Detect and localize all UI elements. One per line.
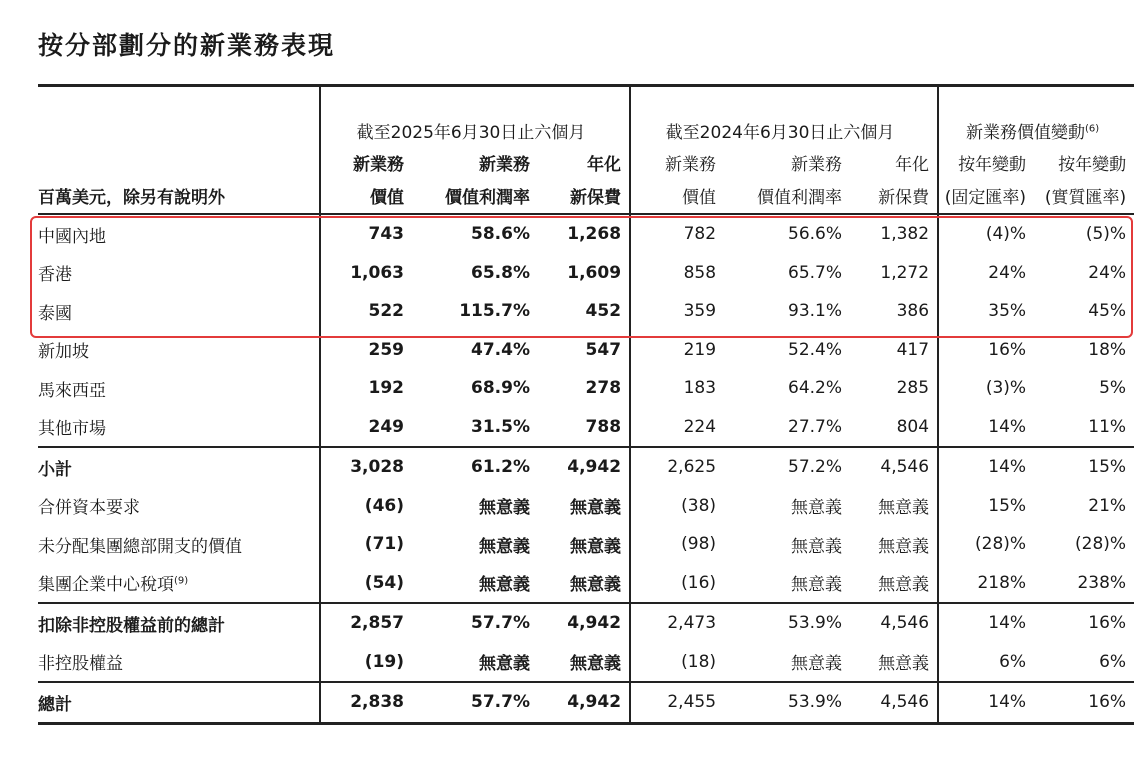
table-cell: 無意義	[791, 498, 843, 519]
row-label: 總計	[38, 682, 320, 723]
table-cell: 14%	[938, 682, 1034, 723]
col-header-4-line2: 價值	[630, 177, 724, 214]
table-cell: 249	[320, 408, 412, 448]
table-cell: 259	[320, 331, 412, 370]
row-label: 未分配集團總部開支的價值	[38, 536, 242, 557]
table-cell: 無意義	[479, 498, 530, 519]
row-label: 小計	[38, 447, 320, 487]
table-cell: (3)%	[938, 369, 1034, 408]
table-cell: 1,268	[567, 224, 622, 245]
table-cell: 65.7%	[788, 262, 843, 283]
table-cell: 115.7%	[459, 301, 530, 322]
table-cell: 5%	[1099, 378, 1127, 399]
row-label: 扣除非控股權益前的總計	[38, 603, 320, 643]
table-row	[38, 564, 1134, 604]
table-cell: 858	[630, 254, 724, 293]
table-cell: 2,455	[630, 682, 724, 723]
table-cell: 56.6%	[788, 224, 843, 245]
table-cell: 14%	[938, 447, 1034, 487]
table-cell: 452	[585, 301, 622, 322]
col-header-4: 新業務	[630, 147, 724, 177]
table-cell: 68.9%	[471, 378, 530, 399]
col-header-7: 按年變動	[938, 147, 1034, 177]
table-cell: 522	[320, 292, 412, 331]
table-cell: 24%	[938, 254, 1034, 293]
table-cell: 57.7%	[412, 603, 538, 643]
table-cell: 6%	[1099, 651, 1127, 672]
table-cell: 386	[896, 301, 930, 322]
group-header-change: 新業務價值變動$^{(6)}$	[938, 86, 1134, 148]
table-row	[38, 643, 1134, 683]
col-header-5-line2: 價值利潤率	[724, 177, 850, 214]
row-label: 合併資本要求	[38, 498, 140, 519]
table-row	[38, 603, 1134, 643]
table-cell: 2,625	[630, 447, 724, 487]
new-business-table	[38, 84, 1134, 725]
table-cell: (19)	[320, 643, 412, 683]
table-cell: 53.9%	[724, 603, 850, 643]
table-cell: 無意義	[570, 575, 622, 596]
col-header-2-line2: 價值利潤率	[412, 177, 538, 214]
table-cell: 782	[630, 214, 724, 254]
table-cell: 27.7%	[788, 416, 843, 437]
table-cell: 1,272	[880, 262, 930, 283]
table-cell: 285	[896, 378, 930, 399]
table-cell: 14%	[938, 603, 1034, 643]
table-cell: (98)	[630, 525, 724, 564]
col-header-1: 新業務	[320, 147, 412, 177]
row-label: 新加坡	[38, 342, 89, 363]
table-cell: 無意義	[878, 536, 930, 557]
col-header-3: 年化	[587, 154, 622, 175]
table-cell: 16%	[938, 331, 1034, 370]
table-cell: 14%	[938, 408, 1034, 448]
table-cell: 1,382	[880, 224, 930, 245]
table-cell: (71)	[320, 525, 412, 564]
row-label: 香港	[38, 265, 72, 286]
table-cell: 4,546	[850, 603, 938, 643]
table-cell: 192	[320, 369, 412, 408]
table-cell: 無意義	[878, 498, 930, 519]
table-cell: 417	[896, 339, 930, 360]
row-label-header: 百萬美元，除另有說明外	[38, 177, 320, 214]
table-row	[38, 682, 1134, 723]
table-cell: 無意義	[570, 654, 622, 675]
table-row	[38, 369, 1134, 408]
table-cell: 218%	[938, 564, 1034, 604]
table-row	[38, 487, 1134, 526]
page-title: 按分部劃分的新業務表現	[38, 31, 336, 60]
table-cell: (16)	[630, 564, 724, 604]
table-row	[38, 254, 1134, 293]
col-header-2: 新業務	[479, 154, 530, 175]
table-cell: 64.2%	[788, 378, 843, 399]
table-cell: 無意義	[878, 654, 930, 675]
table-cell: 4,546	[850, 682, 938, 723]
table-cell: 57.7%	[412, 682, 538, 723]
table-cell: 1,063	[320, 254, 412, 293]
table-cell: 無意義	[570, 498, 622, 519]
table-cell: (46)	[320, 487, 412, 526]
table-row	[38, 525, 1134, 564]
table-cell: 16%	[1034, 682, 1134, 723]
table-cell: (18)	[630, 643, 724, 683]
table-cell: 無意義	[791, 575, 843, 596]
table-cell: 15%	[1034, 447, 1134, 487]
table-cell: 58.6%	[471, 224, 530, 245]
col-header-1-line2: 價值	[320, 177, 412, 214]
table-cell: 278	[585, 378, 622, 399]
col-header-6-line2: 新保費	[850, 177, 938, 214]
row-label: 非控股權益	[38, 654, 123, 675]
table-cell: 45%	[1088, 301, 1127, 322]
table-cell: 359	[630, 292, 724, 331]
row-label: 中國內地	[38, 226, 106, 247]
row-label: 馬來西亞	[38, 380, 106, 401]
table-cell: 無意義	[791, 536, 843, 557]
table-cell: (38)	[630, 487, 724, 526]
table-cell: 35%	[938, 292, 1034, 331]
table-cell: 4,942	[538, 603, 630, 643]
col-header-3-line2: 新保費	[538, 177, 630, 214]
table-cell: 4,942	[538, 682, 630, 723]
table-cell: 11%	[1088, 416, 1127, 437]
table-cell: 1,609	[567, 262, 622, 283]
row-label: 其他市場	[38, 419, 106, 440]
table-cell: 93.1%	[788, 301, 843, 322]
table-cell: 61.2%	[412, 447, 538, 487]
col-header-8-line2: (實質匯率)	[1034, 177, 1134, 214]
table-cell: 15%	[938, 487, 1034, 526]
table-cell: 547	[585, 339, 622, 360]
table-cell: 3,028	[320, 447, 412, 487]
group-header-2025: 截至2025年6月30日止六個月	[320, 86, 630, 148]
table-row	[38, 408, 1134, 448]
table-cell: (28)%	[1075, 534, 1127, 555]
table-cell: 788	[585, 416, 622, 437]
table-cell: 804	[896, 416, 930, 437]
col-header-7-line2: (固定匯率)	[938, 177, 1034, 214]
table-cell: 2,857	[320, 603, 412, 643]
table-cell: 65.8%	[471, 262, 530, 283]
table-cell: 2,838	[320, 682, 412, 723]
table-cell: 31.5%	[471, 416, 530, 437]
table-row	[38, 447, 1134, 487]
table-cell: 224	[630, 408, 724, 448]
table-cell: (5)%	[1085, 224, 1127, 245]
table-cell: 2,473	[630, 603, 724, 643]
table-cell: 18%	[1088, 339, 1127, 360]
table-cell: (4)%	[938, 214, 1034, 254]
table-row	[38, 292, 1134, 331]
group-header-2024: 截至2024年6月30日止六個月	[630, 86, 938, 148]
table-cell: (28)%	[938, 525, 1034, 564]
header-blank	[38, 86, 320, 148]
table-cell: 無意義	[479, 536, 530, 557]
table-cell: 4,546	[850, 447, 938, 487]
table-cell: 6%	[938, 643, 1034, 683]
table-cell: 219	[630, 331, 724, 370]
col-header-6: 年化	[895, 154, 930, 175]
table-cell: 21%	[1088, 495, 1127, 516]
table-cell: 無意義	[479, 575, 530, 596]
table-cell: 743	[320, 214, 412, 254]
table-cell: 47.4%	[471, 339, 530, 360]
col-header-5: 新業務	[791, 154, 843, 175]
table-cell: 無意義	[878, 575, 930, 596]
row-label: 泰國	[38, 303, 72, 324]
row-label: 集團企業中心稅項$^{(9)}$	[38, 575, 189, 596]
table-cell: 53.9%	[724, 682, 850, 723]
table-row	[38, 214, 1134, 254]
table-cell: 4,942	[538, 447, 630, 487]
table-cell: 無意義	[570, 536, 622, 557]
table-cell: (54)	[320, 564, 412, 604]
table-cell: 183	[630, 369, 724, 408]
col-header-8: 按年變動	[1058, 154, 1127, 175]
table-cell: 無意義	[479, 654, 530, 675]
table-cell: 57.2%	[724, 447, 850, 487]
table-cell: 無意義	[791, 654, 843, 675]
table-cell: 52.4%	[788, 339, 843, 360]
table-cell: 24%	[1088, 262, 1127, 283]
table-cell: 16%	[1034, 603, 1134, 643]
table-row	[38, 331, 1134, 370]
table-cell: 238%	[1077, 572, 1127, 593]
